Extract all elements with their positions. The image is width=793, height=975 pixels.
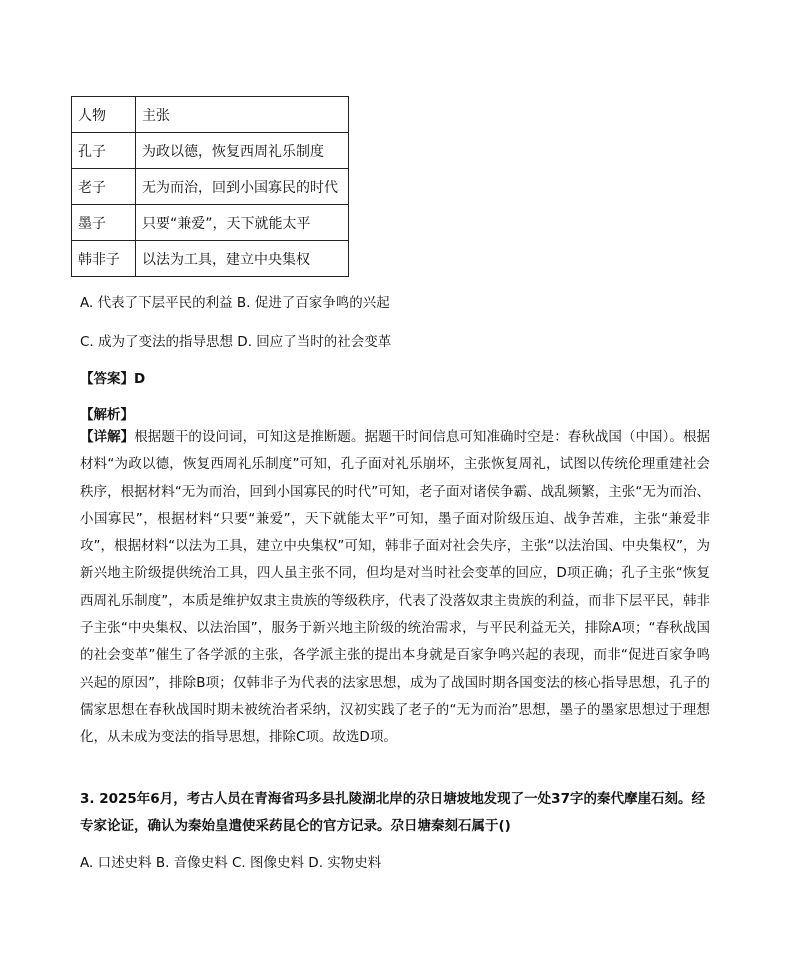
table-cell-person: 人物 bbox=[72, 97, 136, 133]
table-cell-claim: 主张 bbox=[136, 97, 349, 133]
table-cell-claim: 为政以德，恢复西周礼乐制度 bbox=[136, 133, 349, 169]
table-row bbox=[72, 169, 349, 205]
detail-text: 根据题干的设问词，可知这是推断题。据题干时间信息可知准确时空是：春秋战国（中国）。根据材料“为政以德，恢复西周礼乐制度”可知，孔子面对礼乐崩坏，主张恢复周礼，试图以传统伦理重建社会秩序，根据材料“无为而治，回到小国寡民的时代”可知，老子面对诸侯争霸、战乱频繁，主张“无为而治、小国寡民”，根据材料“只要“兼爱”，天下就能太平”可知，墨子面对阶级压迫、战争苦难，主张“兼爱非攻”，根据材料“以法为工具，建立中央集权”可知，韩非子面对社会失序，主张“以法治国、中央集权”，为新兴地主阶级提供统治工具，四人虽主张不同，但均是对当时社会变革的回应，D项正确；孔子主张“恢复西周礼乐制度”，本质是维护奴隶主贵族的等级秩序，代表了没落奴隶主贵族的利益，而非下层平民，韩非子主张“中央集权、以法治国”，服务于新兴地主阶级的统治需求，与平民利益无关，排除A项；“春秋战国的社会变革”催生了各学派的主张，各学派主张的提出本身就是百家争鸣兴起的表现，而非“促进百家争鸣兴起的原因”，排除B项；仅韩非子为代表的法家思想，成为了战国时期各国变法的核心指导思想，孔子的儒家思想在春秋战国时期未被统治者采纳，汉初实践了老子的“无为而治”思想，墨子的墨家思想过于理想化，从未成为变法的指导思想，排除C项。故选D项。 bbox=[80, 429, 711, 746]
q2-options-ab: A. 代表了下层平民的利益 B. 促进了百家争鸣的兴起 bbox=[80, 295, 390, 311]
material-table bbox=[71, 96, 349, 277]
table-row bbox=[72, 133, 349, 169]
table-cell-claim: 只要“兼爱”，天下就能太平 bbox=[136, 205, 349, 241]
table-cell-person: 韩非子 bbox=[72, 241, 136, 277]
analysis-detail bbox=[80, 424, 710, 752]
detail-label: 【详解】 bbox=[80, 429, 135, 445]
table-cell-claim: 以法为工具，建立中央集权 bbox=[136, 241, 349, 277]
answer-label: 【答案】 bbox=[80, 371, 134, 387]
table-row bbox=[72, 97, 349, 133]
question-3-options: A. 口述史料 B. 音像史料 C. 图像史料 D. 实物史料 bbox=[80, 855, 382, 871]
answer-line bbox=[80, 367, 145, 387]
table-cell-person: 孔子 bbox=[72, 133, 136, 169]
table-row bbox=[72, 205, 349, 241]
question-3-stem: 3. 2025年6月，考古人员在青海省玛多县扎陵湖北岸的尕日塘坡地发现了一处37字的秦代摩崖石刻。经专家论证，确认为秦始皇遣使采药昆仑的官方记录。尕日塘秦刻石属于() bbox=[80, 791, 705, 834]
analysis-label: 【解析】 bbox=[80, 407, 134, 423]
table-cell-claim: 无为而治，回到小国寡民的时代 bbox=[136, 169, 349, 205]
table-cell-person: 老子 bbox=[72, 169, 136, 205]
answer-value: D bbox=[134, 371, 146, 387]
q2-options-cd: C. 成为了变法的指导思想 D. 回应了当时的社会变革 bbox=[80, 334, 392, 350]
table-cell-person: 墨子 bbox=[72, 205, 136, 241]
table-row bbox=[72, 241, 349, 277]
